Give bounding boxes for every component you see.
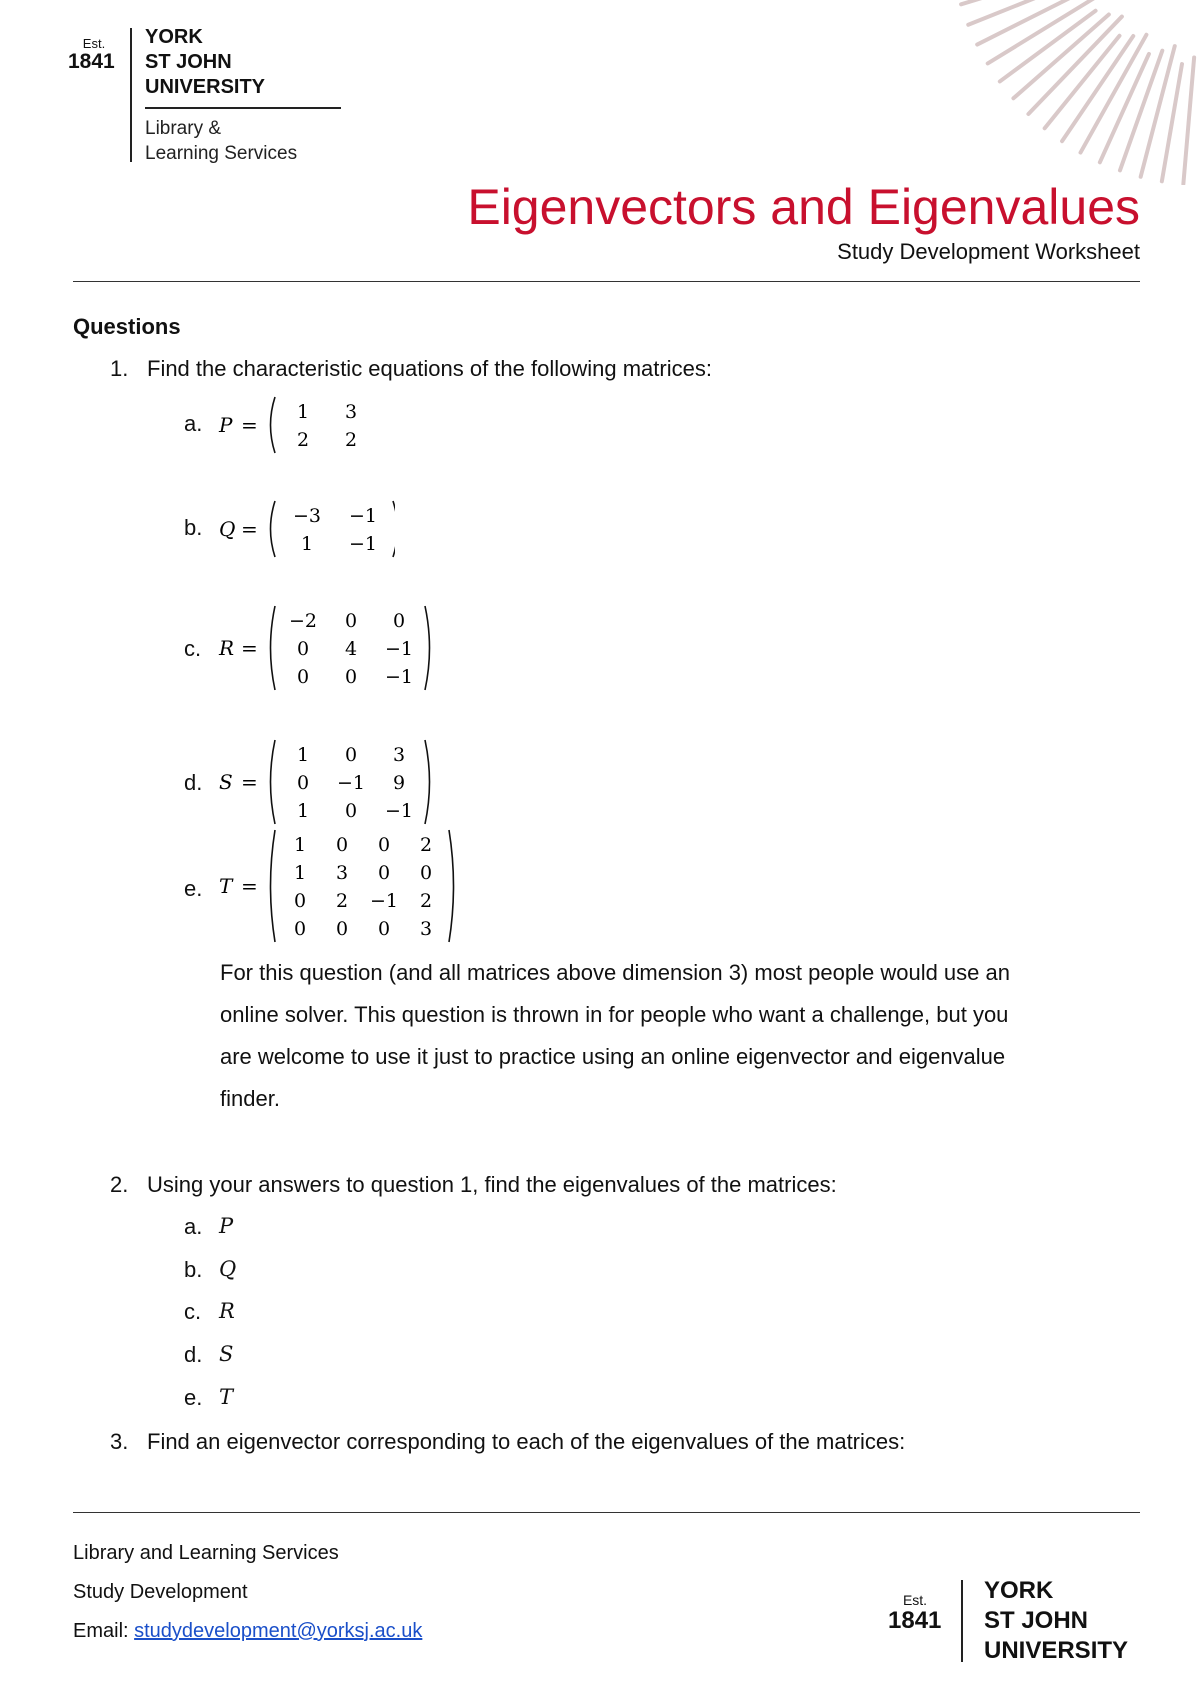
logo-underline — [145, 107, 341, 109]
questions-heading: Questions — [73, 314, 181, 339]
matrix-R — [215, 602, 445, 692]
matrix-entry: 3 — [335, 862, 349, 884]
matrix-entry: 0 — [344, 610, 358, 632]
matrix-entry: 3 — [419, 918, 433, 940]
q2-text: Using your answers to question 1, find the eigenvalues of the matrices: — [147, 1172, 837, 1197]
matrix-variable: T — [219, 874, 233, 898]
q1-note: For this question (and all matrices above dimension 3) most people would use an online solver. This question is thrown in for people who want a challenge, but you are welcome to use it just to practice using an online eigenvector and eigenvalue finder. — [220, 960, 1010, 1111]
left-paren — [271, 501, 276, 557]
q2b-var: Q — [219, 1257, 237, 1281]
q3-number: 3. — [110, 1429, 129, 1454]
matrix-entry: −1 — [348, 505, 378, 527]
matrix-entry: 0 — [377, 834, 391, 856]
right-paren — [449, 830, 454, 942]
left-paren — [271, 606, 276, 690]
matrix-entry: 0 — [419, 862, 433, 884]
matrix-entry: −1 — [384, 666, 414, 688]
matrix-entry: 0 — [377, 862, 391, 884]
matrix-entry: 3 — [344, 401, 358, 423]
matrix-variable: R — [219, 636, 235, 660]
q1b-label: b. — [184, 515, 203, 540]
matrix-entry: 1 — [296, 744, 310, 766]
logo-year: 1841 — [68, 50, 115, 73]
logo-university-name: YORK ST JOHN UNIVERSITY — [145, 26, 266, 98]
logo-est: Est. — [82, 36, 106, 51]
left-paren — [271, 397, 276, 453]
footer-email — [73, 1620, 422, 1643]
matrix-variable: Q — [219, 517, 236, 541]
footer-email-label: Email: — [73, 1620, 135, 1642]
q2d-label: d. — [184, 1342, 203, 1367]
page-title: Eigenvectors and Eigenvalues — [467, 179, 1140, 235]
matrix-entry: 2 — [419, 834, 433, 856]
q2e-label: e. — [184, 1385, 203, 1410]
left-paren — [271, 830, 276, 942]
matrix-entry: 0 — [293, 918, 307, 940]
matrix-entry: 0 — [335, 834, 349, 856]
q2e-var: T — [219, 1385, 234, 1409]
matrix-entry: 0 — [296, 666, 310, 688]
matrix-Q — [215, 497, 395, 559]
q1-text: Find the characteristic equations of the following matrices: — [147, 356, 712, 381]
matrix-entry: 4 — [344, 638, 358, 660]
matrix-entry: 1 — [296, 800, 310, 822]
matrix-entry: 1 — [296, 401, 310, 423]
right-paren — [425, 606, 430, 690]
equals-sign: = — [241, 770, 258, 794]
right-paren — [425, 740, 430, 824]
matrix-entry: 2 — [344, 429, 358, 451]
matrix-variable: P — [219, 413, 233, 437]
matrix-entry: −2 — [288, 610, 318, 632]
footer-email-link[interactable]: studydevelopment@yorksj.ac.uk — [134, 1620, 423, 1642]
matrix-entry: 0 — [377, 918, 391, 940]
footer-logo-year: 1841 — [888, 1607, 942, 1634]
q2c-var: R — [219, 1299, 235, 1323]
matrix-entry: 0 — [344, 744, 358, 766]
q1e-label: e. — [184, 876, 203, 901]
matrix-entry: −1 — [384, 800, 414, 822]
matrix-entry: 0 — [335, 918, 349, 940]
matrix-entry: −1 — [384, 638, 414, 660]
matrix-entry: 0 — [392, 610, 406, 632]
sunburst-ray — [977, 0, 1090, 45]
equals-sign: = — [241, 413, 258, 437]
matrix-entry: 2 — [335, 890, 349, 912]
q2c-label: c. — [184, 1299, 202, 1324]
q2b-label: b. — [184, 1257, 203, 1282]
q3-text: Find an eigenvector corresponding to each of the eigenvalues of the matrices: — [147, 1429, 906, 1454]
footer-logo-university-name: YORK ST JOHN UNIVERSITY — [984, 1577, 1129, 1664]
q1c-label: c. — [184, 636, 202, 661]
matrix-entry: 2 — [419, 890, 433, 912]
matrix-S — [215, 736, 445, 826]
matrix-entry: 0 — [344, 800, 358, 822]
matrix-variable: S — [219, 770, 233, 794]
matrix-T — [215, 826, 475, 948]
q1-number: 1. — [110, 356, 129, 381]
matrix-entry: 0 — [296, 638, 310, 660]
q2-number: 2. — [110, 1172, 129, 1197]
footer-rule — [73, 1512, 1140, 1513]
equals-sign: = — [241, 636, 258, 660]
q1d-label: d. — [184, 770, 203, 795]
left-paren — [271, 740, 276, 824]
sunburst-ray — [1013, 14, 1108, 98]
sunburst-ray — [1183, 58, 1194, 185]
equals-sign: = — [241, 517, 258, 541]
footer-logo-est: Est. — [902, 1592, 928, 1608]
matrix-entry: 0 — [344, 666, 358, 688]
header-rule — [73, 281, 1140, 282]
equals-sign: = — [241, 874, 258, 898]
matrix-entry: 0 — [296, 772, 310, 794]
footer-line-study: Study Development — [73, 1581, 248, 1603]
matrix-entry: 3 — [392, 744, 406, 766]
footer-logo-divider — [961, 1580, 963, 1662]
right-paren — [393, 501, 395, 557]
matrix-P — [215, 393, 365, 455]
q1a-label: a. — [184, 411, 203, 436]
page-subtitle: Study Development Worksheet — [837, 239, 1140, 264]
matrix-entry: 2 — [296, 429, 310, 451]
q2d-var: S — [219, 1342, 234, 1366]
sunburst-graphic — [760, 0, 1200, 185]
footer-line-library: Library and Learning Services — [73, 1542, 339, 1564]
logo-divider — [130, 28, 132, 162]
matrix-entry: −1 — [348, 533, 378, 555]
logo-department: Library & Learning Services — [145, 118, 298, 164]
matrix-entry: −3 — [292, 505, 322, 527]
matrix-entry: 1 — [293, 834, 307, 856]
matrix-entry: −1 — [336, 772, 366, 794]
matrix-entry: 0 — [293, 890, 307, 912]
matrix-entry: 9 — [392, 772, 406, 794]
q2a-var: P — [219, 1214, 234, 1238]
q2a-label: a. — [184, 1214, 203, 1239]
matrix-entry: 1 — [293, 862, 307, 884]
matrix-entry: 1 — [300, 533, 314, 555]
matrix-entry: −1 — [369, 890, 399, 912]
